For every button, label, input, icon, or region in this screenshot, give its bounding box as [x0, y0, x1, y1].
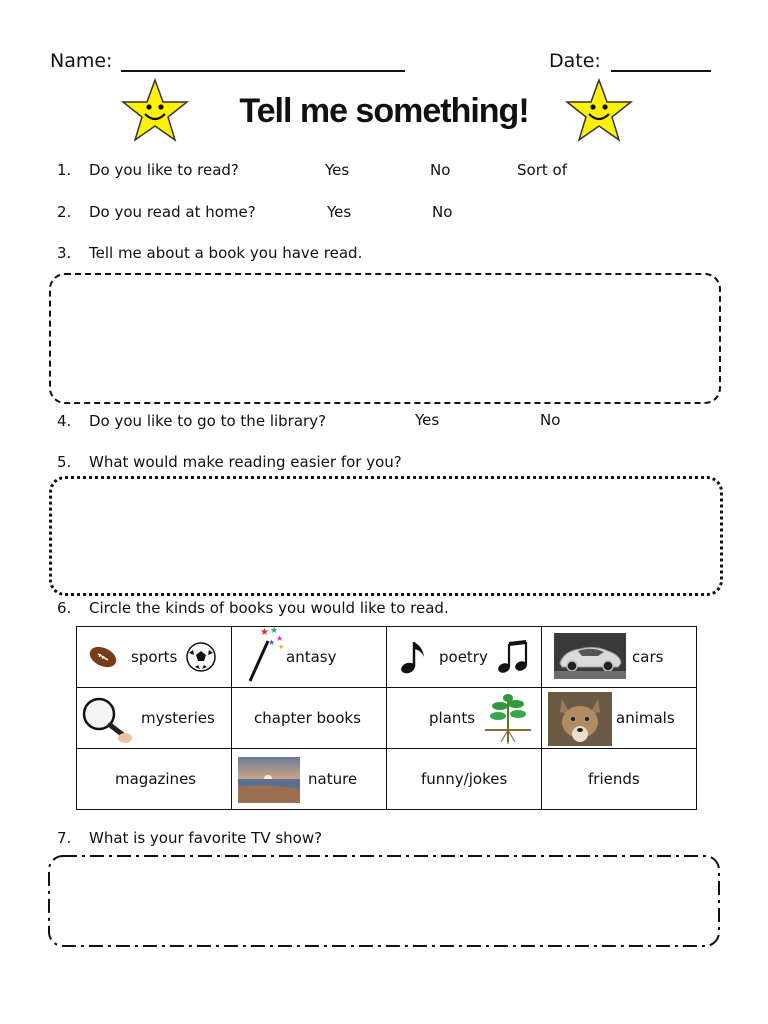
genre-cell-animals[interactable] [542, 688, 697, 749]
coyote-icon [548, 692, 612, 746]
genre-label: chapter books [254, 709, 361, 727]
q1-option-yes[interactable]: Yes [325, 161, 350, 179]
svg-text:★: ★ [276, 634, 284, 643]
genre-label: sports [131, 648, 178, 666]
genre-cell-fantasy[interactable] [232, 627, 387, 688]
svg-text:★: ★ [278, 643, 285, 651]
genre-cell-magazines[interactable] [77, 749, 232, 810]
answer-box-tv-show[interactable] [47, 854, 721, 948]
star-icon [564, 78, 634, 144]
car-icon [554, 633, 626, 679]
genre-cell-nature[interactable] [232, 749, 387, 810]
genre-label: funny/jokes [421, 770, 508, 788]
genre-label: plants [429, 709, 476, 727]
q2-option-no[interactable]: No [432, 203, 453, 221]
genre-cell-poetry[interactable] [387, 627, 542, 688]
music-note-icon [497, 639, 529, 675]
genre-cell-mysteries[interactable] [77, 688, 232, 749]
date-field[interactable] [611, 70, 711, 72]
q2-option-yes[interactable]: Yes [327, 203, 352, 221]
page-title: Tell me something! [239, 92, 529, 130]
genre-cell-sports[interactable] [77, 627, 232, 688]
genre-label: cars [632, 648, 664, 666]
magnifying-glass-icon [79, 694, 135, 744]
svg-text:★: ★ [260, 627, 269, 638]
genre-label: animals [616, 709, 675, 727]
genre-cell-funny-jokes[interactable] [387, 749, 542, 810]
genre-label: mysteries [141, 709, 215, 727]
beach-sunset-icon [238, 757, 300, 803]
genre-cell-chapter-books[interactable] [232, 688, 387, 749]
genre-table [76, 626, 697, 810]
q4-option-yes[interactable]: Yes [415, 411, 440, 429]
svg-text:★: ★ [270, 626, 279, 636]
svg-text:★: ★ [268, 638, 276, 647]
genre-cell-cars[interactable] [542, 627, 697, 688]
name-label: Name: [50, 50, 113, 72]
magic-wand-icon [246, 623, 288, 685]
genre-label: nature [308, 770, 358, 788]
plant-icon [483, 692, 533, 746]
genre-label: friends [588, 770, 640, 788]
date-label: Date: [549, 50, 601, 72]
q1-option-sort-of[interactable]: Sort of [517, 161, 567, 179]
genre-label: antasy [286, 648, 337, 666]
q4-option-no[interactable]: No [540, 411, 561, 429]
soccer-ball-icon [185, 641, 217, 673]
genre-cell-friends[interactable] [542, 749, 697, 810]
answer-box-reading-easier[interactable] [49, 476, 723, 596]
genre-cell-plants[interactable] [387, 688, 542, 749]
answer-box-book[interactable] [49, 273, 721, 404]
q1-option-no[interactable]: No [430, 161, 451, 179]
music-note-icon [399, 639, 429, 675]
genre-label: magazines [115, 770, 197, 788]
name-field[interactable] [121, 70, 405, 72]
football-icon [87, 645, 119, 669]
genre-label: poetry [439, 648, 488, 666]
